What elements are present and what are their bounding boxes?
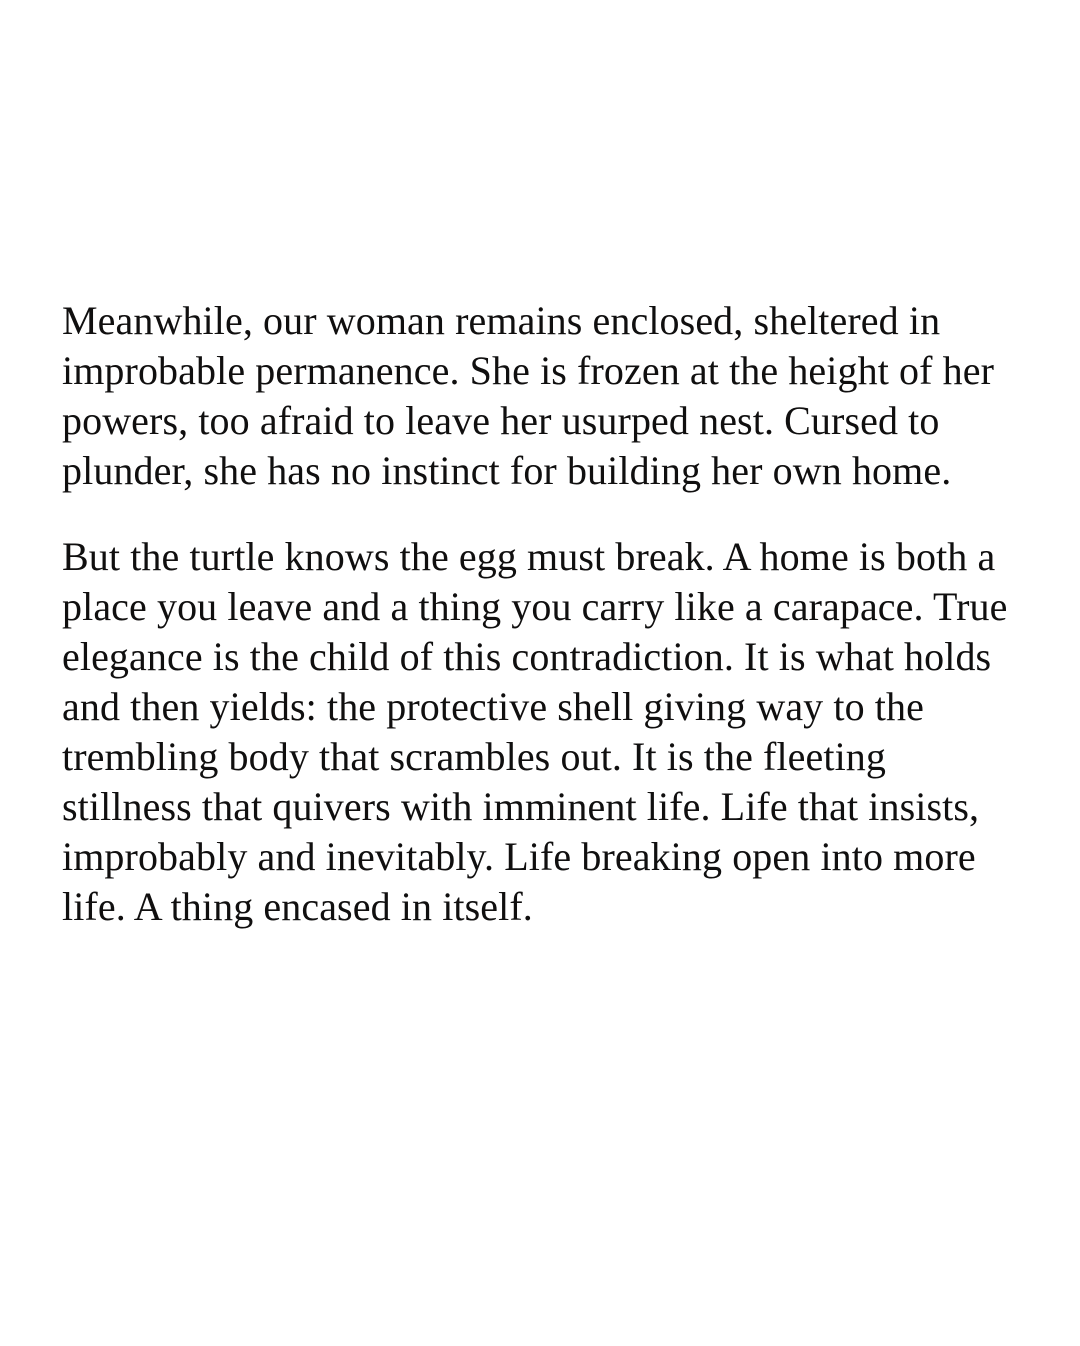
paragraph-1: Meanwhile, our woman remains enclosed, sheltered in improbable permanence. She is frozen at the height of her powers, too afraid to leave her usurped nest. Cursed to plunder, she has no instinct for building her own home. (62, 298, 995, 493)
paragraph-2: But the turtle knows the egg must break. A home is both a place you leave and a thing you carry like a carapace. True elegance is the child of this contradiction. It is what holds and then yields: the protective shell giving way to the trembling body that scrambles out. It is the fleeting stillness that quivers with imminent life. Life that insists, improbably and inevitably. Life breaking open into more life. A thing encased in itself. (62, 534, 1008, 929)
